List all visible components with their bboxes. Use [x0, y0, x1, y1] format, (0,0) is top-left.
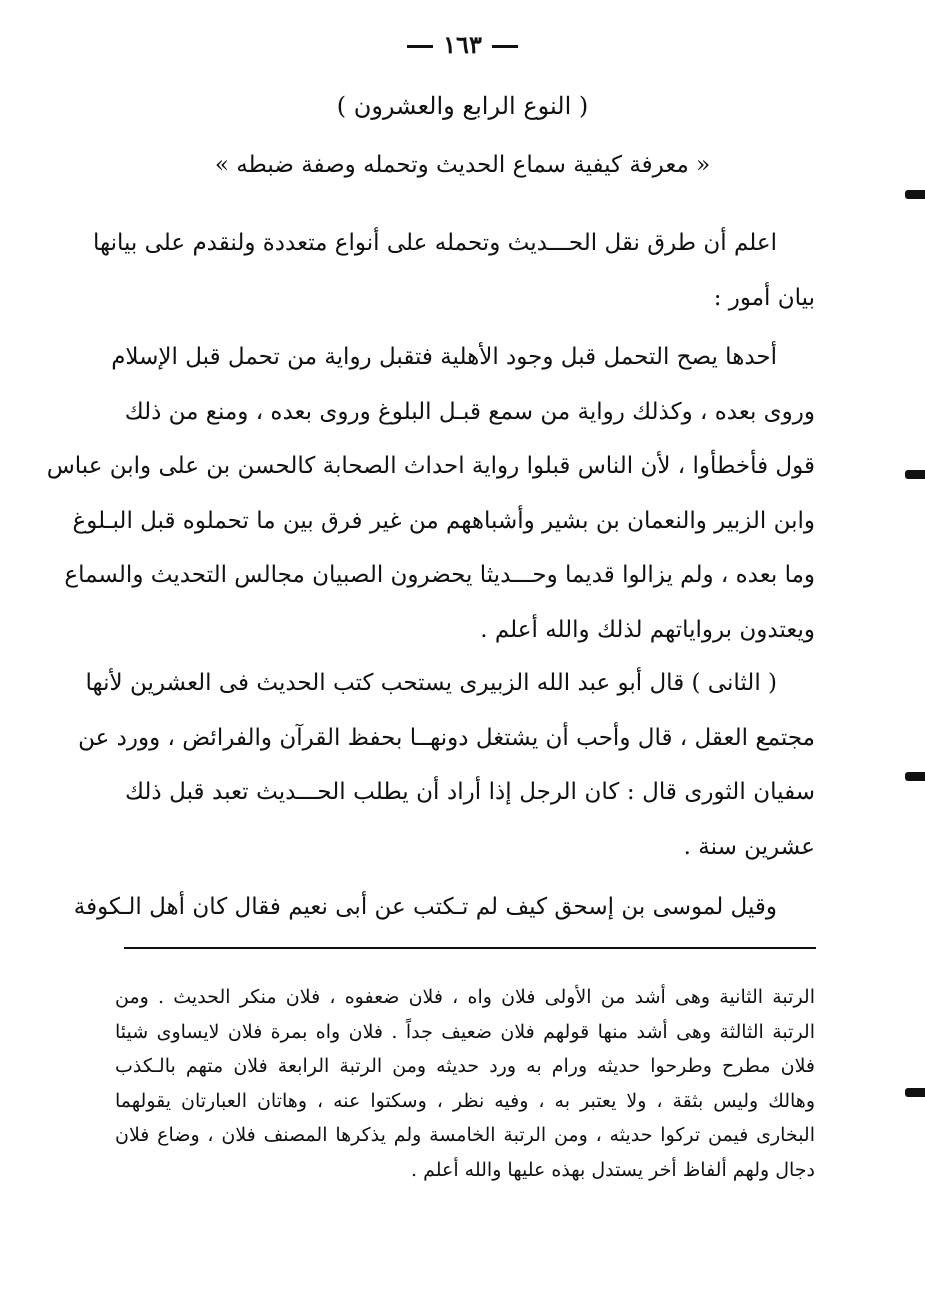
- binding-mark: [905, 470, 925, 479]
- binding-mark: [905, 1088, 925, 1097]
- paragraph-first-point: [46, 330, 815, 657]
- text-line: بيان أمور :: [713, 284, 815, 311]
- binding-mark: [905, 190, 925, 199]
- footnote-line: وهالك وليس بثقة ، ولا يعتبر به ، وفيه نظر ، وسكتوا عنه ، وهاتان العبارتان يقولهما: [115, 1089, 815, 1112]
- text-line: عشرين سنة .: [683, 833, 815, 860]
- page-number-text: ١٦٣: [443, 30, 482, 59]
- footnote-line: فلان مطرح وطرحوا حديثه ورام به ورد حديثه ومن الرتبة الرابعة فلان متهم بالـكذب: [115, 1055, 815, 1077]
- text-line: سفيان الثورى قال : كان الرجل إذا أراد أن يطلب الحـــديث تعبد قبل ذلك: [125, 779, 815, 805]
- text-line: وابن الزبير والنعمان بن بشير وأشباههم من غير فرق بين ما تحملوه قبل البـلوغ: [72, 507, 815, 534]
- footnote: [115, 980, 815, 1187]
- paragraph-second-point: [78, 656, 815, 874]
- footnote-line: البخارى فيمن تركوا حديثه ، ومن الرتبة الخامسة ولم يذكرها المصنف فلان ، وضاع فلان: [115, 1124, 815, 1146]
- text-line: وروى بعده ، وكذلك رواية من سمع قبـل البلوغ وروى بعده ، ومنع من ذلك: [124, 398, 815, 425]
- text-line: اعلم أن طرق نقل الحـــديث وتحمله على أنواع متعددة ولنقدم على بيانها: [92, 230, 777, 256]
- text-line: ويعتدون برواياتهم لذلك والله أعلم .: [480, 616, 815, 643]
- footnote-line: الرتبة الثانية وهى أشد من الأولى فلان واه ، فلان ضعفوه ، فلان منكر الحديث . ومن: [115, 986, 815, 1008]
- page-number-dash-right: [492, 45, 518, 48]
- text-line: وما بعده ، ولم يزالوا قديما وحـــديثا يحضرون الصبيان مجالس التحديث والسماع: [64, 562, 815, 588]
- text-line: ( الثانى ) قال أبو عبد الله الزبيرى يستحب كتب الحديث فى العشرين لأنها: [85, 670, 777, 696]
- text-line: وقيل لموسى بن إسحق كيف لم تـكتب عن أبى نعيم فقال كان أهل الـكوفة: [73, 894, 777, 920]
- text-line: قول فأخطأوا ، لأن الناس قبلوا رواية احداث الصحابة كالحسن بن على وابن عباس: [46, 453, 815, 479]
- text-line: مجتمع العقل ، قال وأحب أن يشتغل دونهــا بحفظ القرآن والفرائض ، وورد عن: [78, 724, 815, 751]
- footnote-line: دجال ولهم ألفاظ أخر يستدل بهذه عليها والله أعلم .: [410, 1158, 815, 1181]
- section-heading: ( النوع الرابع والعشرون ): [336, 92, 589, 120]
- page-number-dash-left: [407, 45, 433, 48]
- footnote-separator: [124, 947, 816, 949]
- binding-mark: [905, 772, 925, 781]
- paragraph-continuation: [73, 880, 815, 935]
- paragraph-intro: [92, 216, 815, 325]
- page-number: [0, 30, 925, 59]
- text-line: أحدها يصح التحمل قبل وجود الأهلية فتقبل رواية من تحمل قبل الإسلام: [111, 344, 777, 370]
- footnote-line: الرتبة الثالثة وهى أشد منها قولهم فلان ضعيف جداً . فلان واه بمرة فلان لايساوى شيئا: [115, 1020, 815, 1043]
- section-subheading: « معرفة كيفية سماع الحديث وتحمله وصفة ضبطه »: [214, 152, 711, 178]
